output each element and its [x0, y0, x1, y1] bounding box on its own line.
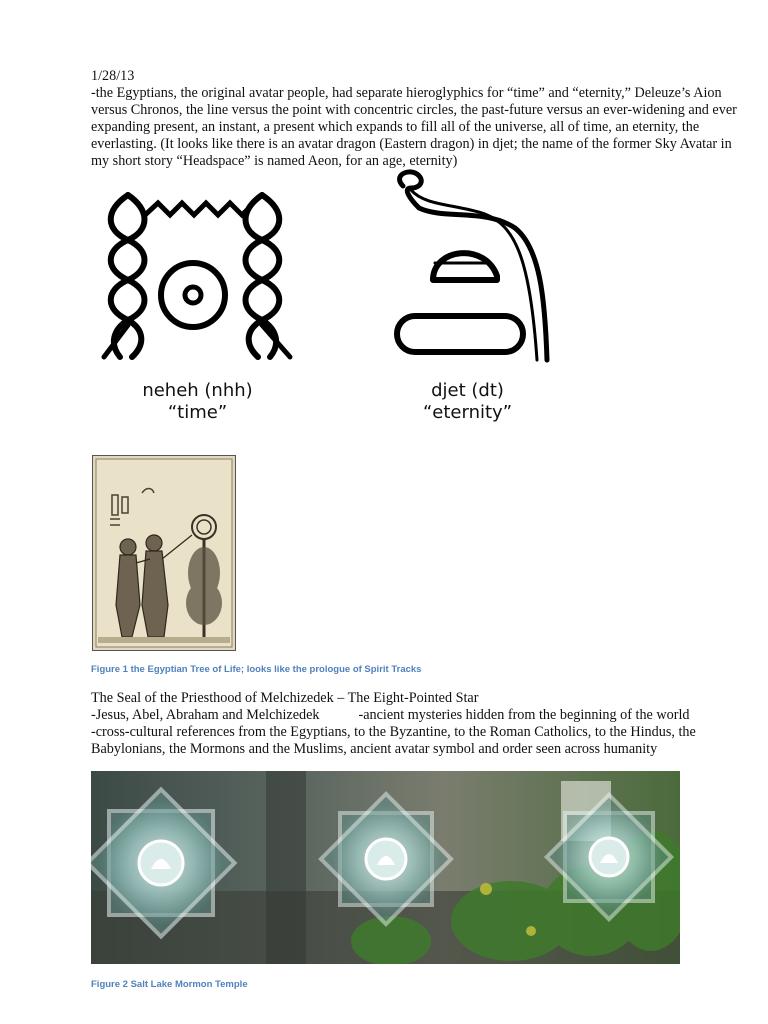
- paragraph-line: my short story “Headspace” is named Aeon, for an age, eternity): [91, 153, 458, 169]
- seal-heading: The Seal of the Priesthood of Melchizedek – The Eight-Pointed Star: [91, 690, 479, 706]
- neheh-name: neheh (nhh): [142, 380, 253, 401]
- intro-paragraph: [91, 85, 737, 170]
- neheh-hieroglyph: [100, 185, 300, 365]
- seal-section: [91, 690, 696, 758]
- djet-label: [385, 380, 550, 424]
- djet-meaning: “eternity”: [422, 402, 513, 423]
- document-date: 1/28/13: [91, 68, 135, 84]
- paragraph-line: versus Chronos, the line versus the point with concentric circles, the past-future versus an ever-widening and ever: [91, 102, 737, 118]
- neheh-label: [115, 380, 280, 424]
- seal-line: Babylonians, the Mormons and the Muslims, ancient avatar symbol and order seen across humanity: [91, 741, 658, 757]
- neheh-meaning: “time”: [167, 402, 228, 423]
- paragraph-line: -the Egyptians, the original avatar people, had separate hieroglyphics for “time” and “eternity,” Deleuze’s Aion: [91, 85, 722, 101]
- figure2-caption: Figure 2 Salt Lake Mormon Temple: [91, 979, 248, 990]
- djet-name: djet (dt): [431, 380, 504, 401]
- salt-lake-temple-photo: [91, 771, 680, 964]
- djet-hieroglyph: [385, 168, 560, 368]
- paragraph-line: everlasting. (It looks like there is an avatar dragon (Eastern dragon) in djet; the name of the former Sky Avatar in: [91, 136, 732, 152]
- seal-line: -Jesus, Abel, Abraham and Melchizedek -ancient mysteries hidden from the beginning of the world: [91, 707, 690, 723]
- figure1-caption: Figure 1 the Egyptian Tree of Life; looks like the prologue of Spirit Tracks: [91, 664, 422, 675]
- paragraph-line: expanding present, an instant, a present which expands to fill all of the universe, all of time, an eternity, the: [91, 119, 700, 135]
- tree-of-life-relief-image: [92, 455, 236, 651]
- seal-line: -cross-cultural references from the Egyptians, to the Byzantine, to the Roman Catholics, to the Hindus, the: [91, 724, 696, 740]
